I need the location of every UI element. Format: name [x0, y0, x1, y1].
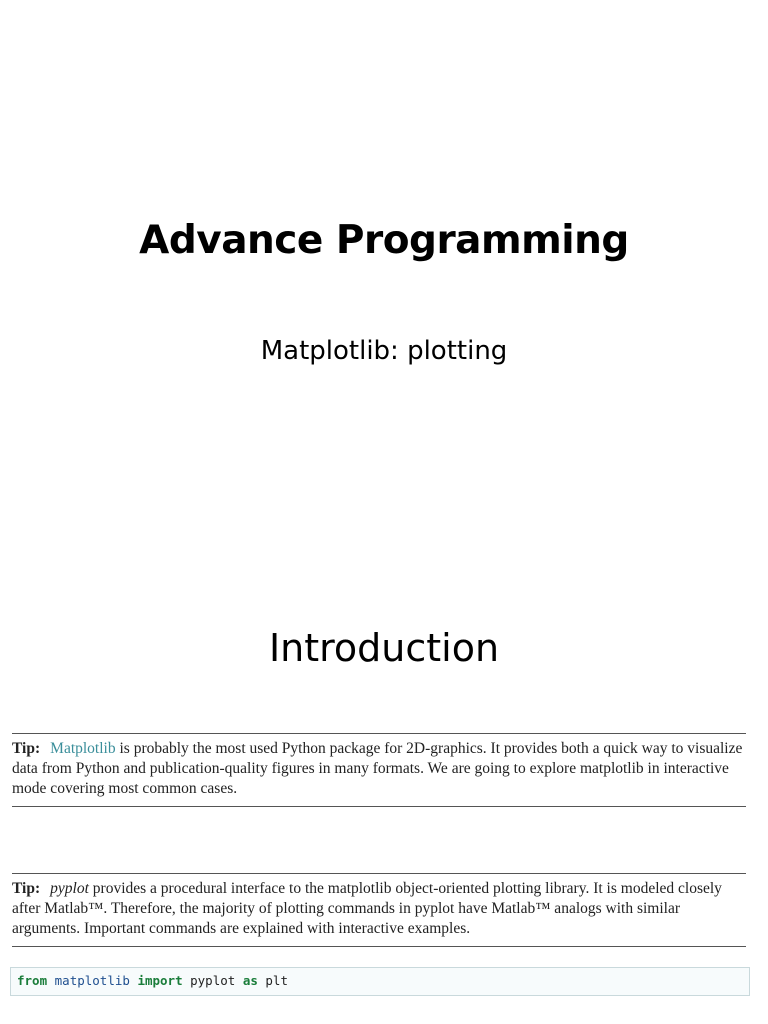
page-subtitle: Matplotlib: plotting — [260, 336, 508, 366]
matplotlib-link[interactable]: Matplotlib — [50, 740, 116, 757]
page-title: Advance Programming — [139, 218, 629, 263]
code-name: pyplot — [190, 973, 236, 988]
code-keyword-from: from — [17, 973, 48, 988]
pyplot-emphasis: pyplot — [50, 880, 89, 897]
tip-text: is probably the most used Python package for 2D-graphics. It provides both a quick way to visualize data from Python and publication-quality figures in many formats. We are going to explore matplotlib in interactive mode covering most common cases. — [12, 740, 743, 797]
code-alias: plt — [265, 973, 288, 988]
tip-box-pyplot — [12, 873, 746, 947]
tip-label: Tip: — [12, 880, 41, 897]
code-block — [10, 967, 750, 996]
section-heading: Introduction — [268, 626, 500, 670]
tip-text: provides a procedural interface to the matplotlib object-oriented plotting library. It is modeled closely after Matlab™. Therefore, the majority of plotting commands in pyplot have Matlab™ analogs with similar arguments. Important commands are explained with interactive examples. — [12, 880, 722, 937]
code-module: matplotlib — [54, 973, 130, 988]
tip-box-matplotlib — [12, 733, 746, 807]
code-keyword-import: import — [137, 973, 183, 988]
tip-label: Tip: — [12, 740, 41, 757]
code-keyword-as: as — [242, 973, 258, 988]
